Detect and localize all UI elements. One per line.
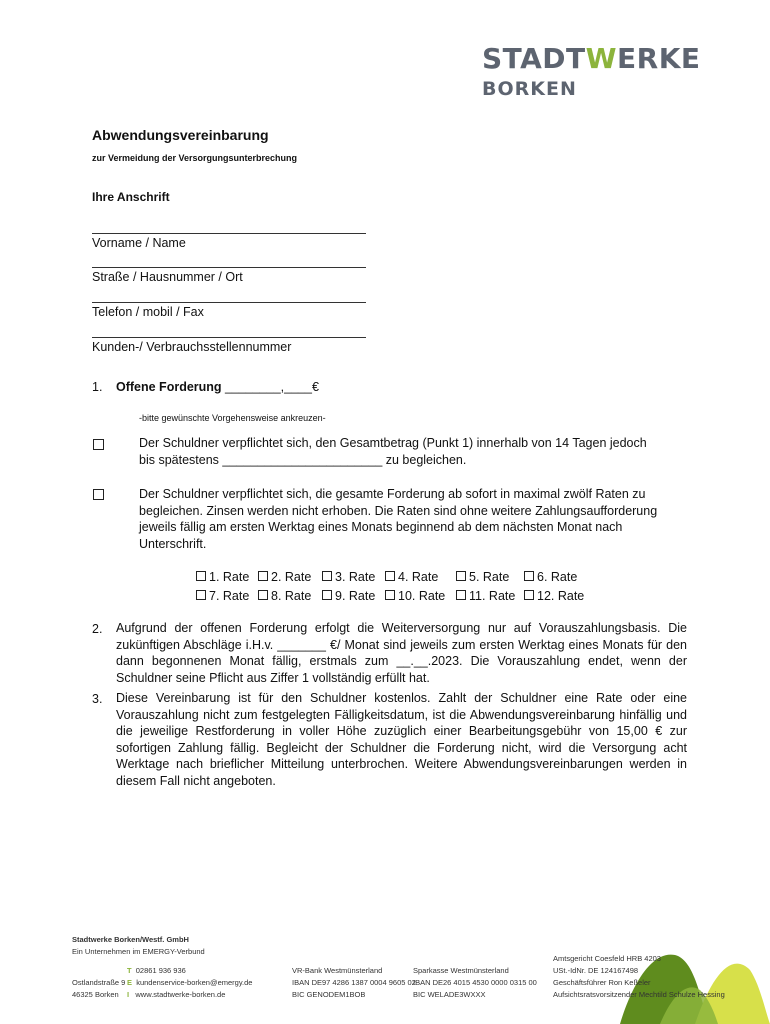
footer-bank1 bbox=[292, 965, 416, 1001]
option1-checkbox[interactable] bbox=[93, 439, 104, 450]
footer-city: 46325 Borken bbox=[72, 990, 119, 999]
footer-street: Ostlandstraße 9 bbox=[72, 978, 126, 987]
rate-12-checkbox[interactable] bbox=[524, 590, 534, 600]
street-label: Straße / Hausnummer / Ort bbox=[92, 270, 243, 284]
rate-1-label: 1. Rate bbox=[209, 570, 250, 584]
rate-9[interactable] bbox=[322, 589, 375, 603]
logo-city: BORKEN bbox=[482, 78, 577, 100]
option2-text: Der Schuldner verpflichtet sich, die gesamte Forderung ab sofort in maximal zwölf Raten zu begleichen. Zinsen werden nicht erhoben. Die Raten sind ohne weitere Zahlungsaufforderung jeweils fällig am ersten Werktag eines Monats beginnend ab dem nächsten Monat nach Unterschrift. bbox=[139, 487, 658, 551]
footer-address bbox=[72, 977, 125, 1001]
name-label: Vorname / Name bbox=[92, 236, 186, 250]
option1-text: Der Schuldner verpflichtet sich, den Gesamtbetrag (Punkt 1) innerhalb von 14 Tagen jedoch bis spätestens _______________________ zu begleichen. bbox=[139, 436, 647, 467]
bank2-name: Sparkasse Westmünsterland bbox=[413, 966, 509, 975]
legal-board: Aufsichtsratsvorsitzender Mechtild Schulze Hessing bbox=[553, 990, 725, 999]
item3-number: 3. bbox=[92, 692, 103, 706]
customer-number-label: Kunden-/ Verbrauchsstellennummer bbox=[92, 340, 292, 354]
rate-9-checkbox[interactable] bbox=[322, 590, 332, 600]
rate-9-label: 9. Rate bbox=[335, 589, 376, 603]
rate-12[interactable] bbox=[524, 589, 584, 603]
web-letter: I bbox=[127, 990, 130, 999]
rate-4-label: 4. Rate bbox=[398, 570, 439, 584]
customer-number-field[interactable] bbox=[92, 337, 366, 354]
rate-5[interactable] bbox=[456, 570, 509, 584]
legal-court: Amtsgericht Coesfeld HRB 4203 bbox=[553, 954, 661, 963]
item2-text: Aufgrund der offenen Forderung erfolgt die Weiterversorgung nur auf Vorauszahlungsbasis. Die zukünftigen Abschläge i.H.v. _______ €/ Monat sind jeweils zum ersten Werktag eines Monats für den dann begonnenen Monat fällig, erstmals zum __.__.2023. Die Vorauszahlung endet, wenn der Schuldner seine Pflicht aus Ziffer 1 vollständig erfüllt hat. bbox=[116, 621, 687, 685]
rate-11[interactable] bbox=[456, 589, 515, 603]
rate-3-checkbox[interactable] bbox=[322, 571, 332, 581]
phone-letter: T bbox=[127, 966, 132, 975]
bank2-bic: BIC WELADE3WXXX bbox=[413, 990, 486, 999]
bank1-name: VR-Bank Westmünsterland bbox=[292, 966, 383, 975]
rate-5-checkbox[interactable] bbox=[456, 571, 466, 581]
footer-web[interactable]: www.stadtwerke-borken.de bbox=[135, 990, 226, 999]
rate-10-label: 10. Rate bbox=[398, 589, 446, 603]
address-heading: Ihre Anschrift bbox=[92, 190, 170, 204]
item3-text: Diese Vereinbarung ist für den Schuldner kostenlos. Zahlt der Schuldner eine Rate oder eine Vorauszahlung nicht zum festgelegten Fälligkeitsdatum, ist die Abwendungsvereinbarung hinfällig und die jeweilige Restforderung in voller Höhe zuzüglich einer Bearbeitungsgebühr von 15,00 € zur sofortigen Zahlung fällig. Begleicht der Schuldner die Forderung nicht, wird die Versorgung acht Werktage nach brieflicher Mitteilung unterbrochen. Weitere Abwendungsvereinbarungen werden in diesem Fall nicht angeboten. bbox=[116, 691, 687, 788]
logo-part2: ERKE bbox=[617, 42, 701, 75]
phone-line bbox=[92, 302, 366, 303]
rate-5-label: 5. Rate bbox=[469, 570, 510, 584]
name-field[interactable] bbox=[92, 233, 366, 250]
footer-contact bbox=[127, 965, 252, 1001]
rate-12-label: 12. Rate bbox=[537, 589, 585, 603]
document-subtitle: zur Vermeidung der Versorgungsunterbrechung bbox=[92, 153, 298, 163]
name-line bbox=[92, 233, 366, 234]
item1-number: 1. bbox=[92, 380, 103, 394]
legal-ceo: Geschäftsführer Ron Keßeler bbox=[553, 978, 651, 987]
item2-number: 2. bbox=[92, 622, 103, 636]
phone-field[interactable] bbox=[92, 302, 366, 319]
rate-7[interactable] bbox=[196, 589, 249, 603]
logo-w: W bbox=[585, 42, 617, 75]
footer-legal bbox=[553, 953, 725, 1001]
item1-value[interactable]: ________,____€ bbox=[225, 380, 319, 394]
rate-10-checkbox[interactable] bbox=[385, 590, 395, 600]
rate-2-label: 2. Rate bbox=[271, 570, 312, 584]
footer-email[interactable]: kundenservice-borken@emergy.de bbox=[136, 978, 253, 987]
logo-part1: STADT bbox=[482, 42, 586, 75]
rate-4-checkbox[interactable] bbox=[385, 571, 395, 581]
rate-11-label: 11. Rate bbox=[469, 589, 516, 603]
stadtwerke-logo bbox=[482, 42, 701, 102]
bank2-iban: IBAN DE26 4015 4530 0000 0315 00 bbox=[413, 978, 537, 987]
rate-6-checkbox[interactable] bbox=[524, 571, 534, 581]
rate-6[interactable] bbox=[524, 570, 577, 584]
footer-bank2 bbox=[413, 965, 537, 1001]
document-title: Abwendungsvereinbarung bbox=[92, 127, 269, 143]
rate-2-checkbox[interactable] bbox=[258, 571, 268, 581]
instruction-hint: -bitte gewünschte Vorgehensweise ankreuzen- bbox=[139, 413, 326, 423]
logo-wordmark bbox=[482, 42, 701, 75]
rate-4[interactable] bbox=[385, 570, 438, 584]
street-line bbox=[92, 267, 366, 268]
rate-1[interactable] bbox=[196, 570, 249, 584]
rate-8-label: 8. Rate bbox=[271, 589, 312, 603]
email-letter: E bbox=[127, 978, 133, 987]
footer-phone: 02861 936 936 bbox=[135, 966, 186, 975]
rate-8[interactable] bbox=[258, 589, 311, 603]
rate-11-checkbox[interactable] bbox=[456, 590, 466, 600]
rate-3[interactable] bbox=[322, 570, 375, 584]
footer-group: Ein Unternehmen im EMERGY-Verbund bbox=[72, 947, 205, 956]
item1-line bbox=[116, 380, 319, 394]
item1-label: Offene Forderung bbox=[116, 380, 222, 394]
rate-2[interactable] bbox=[258, 570, 311, 584]
rate-10[interactable] bbox=[385, 589, 445, 603]
rate-3-label: 3. Rate bbox=[335, 570, 376, 584]
footer-company: Stadtwerke Borken/Westf. GmbH bbox=[72, 935, 189, 944]
footer-company-block bbox=[72, 934, 205, 958]
street-field[interactable] bbox=[92, 267, 366, 284]
rate-7-label: 7. Rate bbox=[209, 589, 250, 603]
bank1-iban: IBAN DE97 4286 1387 0004 9605 02 bbox=[292, 978, 416, 987]
bank1-bic: BIC GENODEM1BOB bbox=[292, 990, 366, 999]
legal-vat: USt.-IdNr. DE 124167498 bbox=[553, 966, 639, 975]
option2-checkbox[interactable] bbox=[93, 489, 104, 500]
rate-1-checkbox[interactable] bbox=[196, 571, 206, 581]
rate-6-label: 6. Rate bbox=[537, 570, 578, 584]
rate-8-checkbox[interactable] bbox=[258, 590, 268, 600]
customer-number-line bbox=[92, 337, 366, 338]
rate-7-checkbox[interactable] bbox=[196, 590, 206, 600]
phone-label: Telefon / mobil / Fax bbox=[92, 305, 204, 319]
